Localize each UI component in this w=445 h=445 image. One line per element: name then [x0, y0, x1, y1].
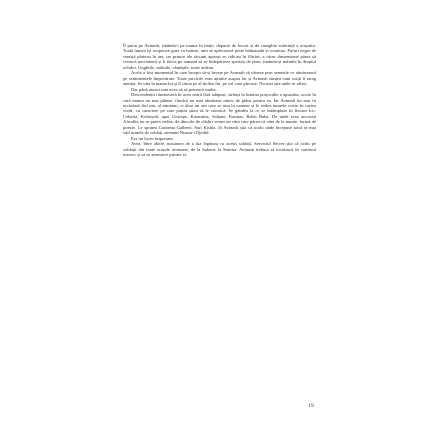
paragraph: Îl purta pe Avinash, ținându-i pe mama în brațe, departe de focuri și de cumplita suferință a orașului. Toată lumea își acoperise gura cu batiste, unii se aplecaseră peste balustradă și vomitau. Pufuri negre de cenușă pluteau în aer, iar printre ele tăciuni aprinși se ridicau în flăcări, a căror dimensiune părea să crească necontenit și îi făcea pe oameni să se îndepărteze speriați de țărm, ținându-și mâinile în dreptul ochilor. Unghiile, mâinile, cămășile, toate ardeau.: [123, 43, 316, 70]
paragraph: Era un lucru important.: [131, 135, 174, 141]
text-body: [123, 43, 316, 158]
paragraph: Avea, între altele, misiunea de a lua legătura cu acești soldați. Serviciul Secret știa că ochii pe soldații din toate orașele otomane, de la Salonic la Smirna. Avinash trebuia să locuiască în cartierul turcesc și să se amestece printre ei.: [123, 141, 316, 158]
paragraph: Dar până atunci mai avea să se petreacă multe.: [131, 86, 217, 92]
paragraph: Acela a fost momentul în care începu să-și învețe pe Avinash să vâneze prin semnele ce rămăseseră pe sentimentele împovărate. Toate privirile erau ațintite asupra lor și Avinash simțea cum sorții îi atrag atenția. Se uita la mama lui și îl căuta pe al doilea fiu, pe cel care plecase. Nu mai știa unde se aflau.: [123, 70, 316, 87]
paragraph: Descendenții rămăseseră în acea seară fără adăpost, strânși la lumina porțocalie a apusului, acolo în care mama nu mai plânse, fiindcă nu mai rămăsese nimic de plâns pentru ea. Iar Avinash nu mai fu niciodată fiul mic al nimănui, ci doar un om care se uita la oameni și le vedea numele scrise în cartea vieții, cu caractere pe care puțini știau să le citească. Se gândea la ce se întâmplase în fiecare loc: Ceharia, Kolaryali, apoi Gostepe, Karantina, Sahane, Karatas, Bahri Baba. De unde erau ancorați Afrodita nu se putea vedea; de dincolo de clădiri venea un vânt care părea că vine de la munte, formă de poezie. Le spunea Cazarma Galberii, Sari Kishla. Și Avinash știa că acolo unde începuse totul se mai văd urmele de soldați otomani Nizam-i Djedid.: [123, 92, 316, 136]
page-number: 19: [308, 403, 314, 409]
